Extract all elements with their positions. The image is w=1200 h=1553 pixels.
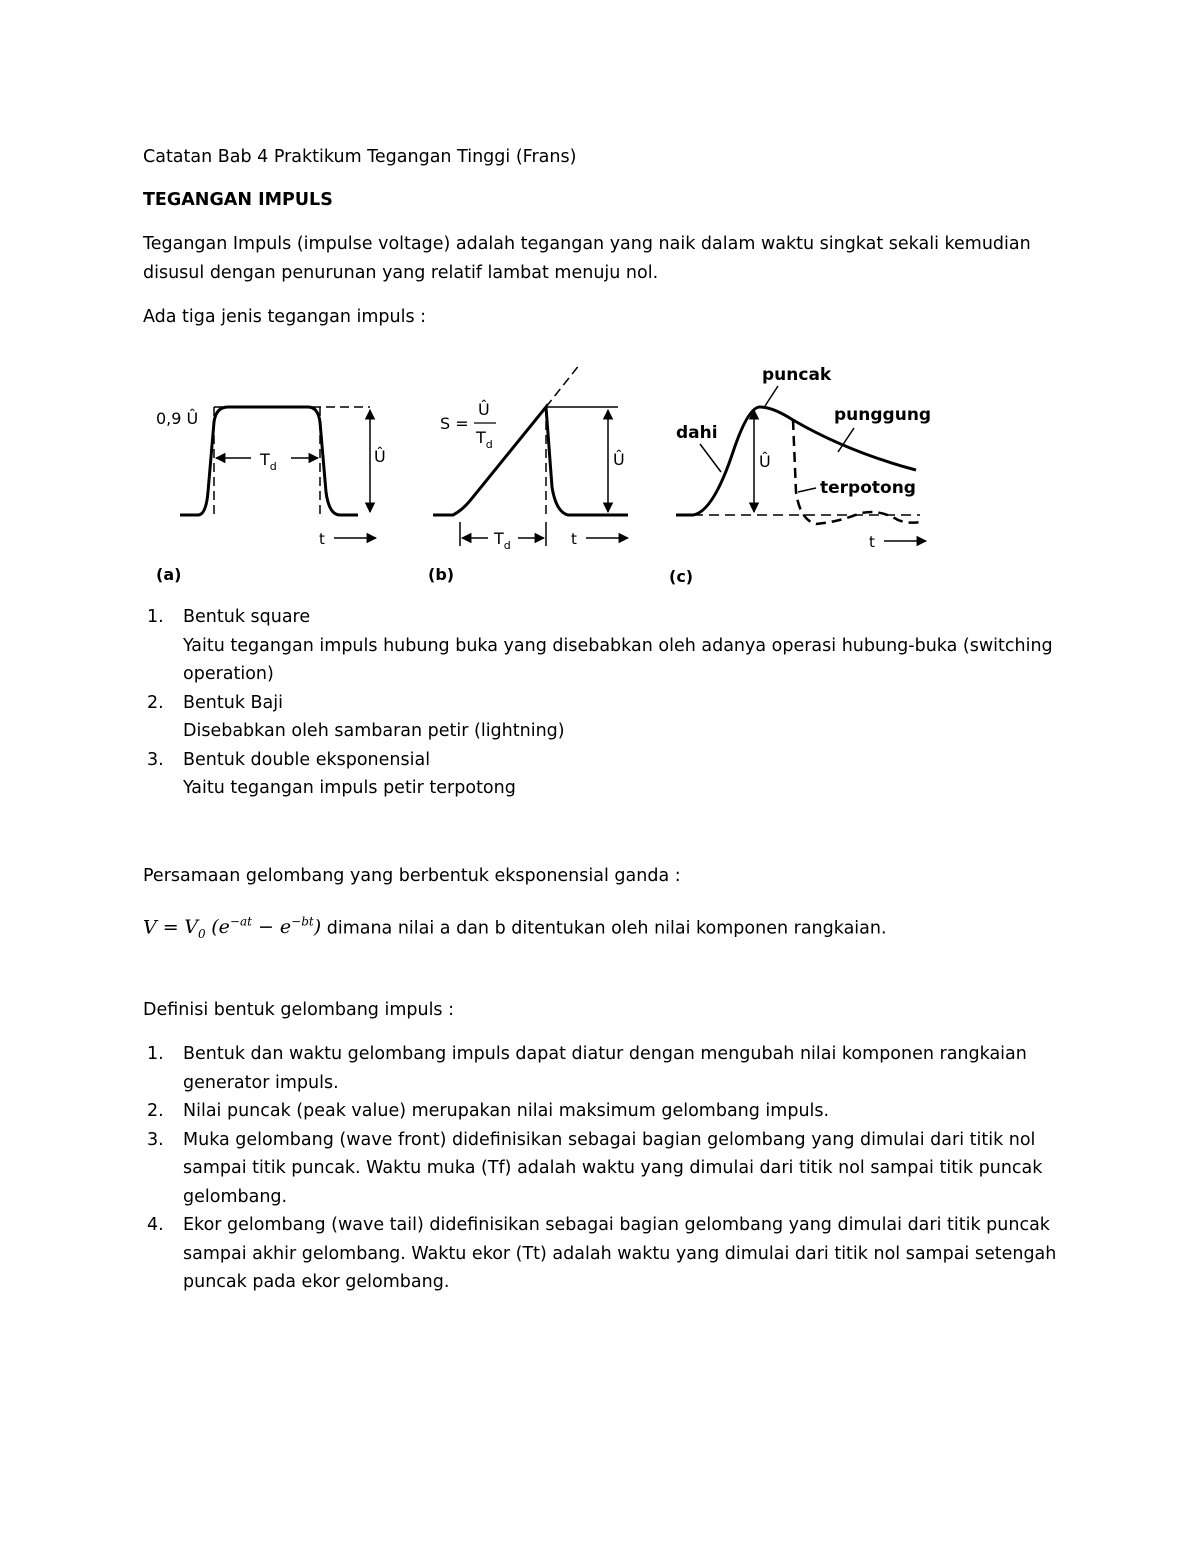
list-line: sampai titik puncak. Waktu muka (Tf) adalah waktu yang dimulai dari titik nol sampai titik puncak — [183, 1158, 1043, 1178]
equation-v0: $V_0$ — [184, 916, 206, 942]
td-label: $T_d$ — [494, 529, 511, 552]
list-item — [143, 1040, 1056, 1097]
t-label: t — [319, 530, 325, 548]
td-label: $T_d$ — [260, 450, 277, 473]
list-line: operation) — [183, 664, 274, 684]
list-number: 1. — [147, 1044, 164, 1064]
list-item — [143, 746, 1053, 803]
slope-denominator: $T_d$ — [476, 428, 493, 451]
front-label: dahi — [676, 423, 718, 443]
cut-label: terpotong — [820, 478, 916, 498]
tail-label: punggung — [834, 405, 932, 425]
cut-pointer — [798, 488, 816, 492]
types-heading: Ada tiga jenis tegangan impuls : — [143, 307, 427, 327]
front-pointer — [700, 444, 721, 472]
equation-heading: Persamaan gelombang yang berbentuk eksponensial ganda : — [143, 866, 681, 886]
list-number: 3. — [147, 749, 164, 770]
slope-label: S = — [440, 414, 469, 433]
list-line: Yaitu tegangan impuls hubung buka yang disebabkan oleh adanya operasi hubung-buka (switching — [183, 635, 1053, 656]
amplitude-label: Û — [759, 452, 771, 471]
list-item — [143, 1097, 1056, 1126]
list-number: 2. — [147, 692, 164, 713]
list-line: sampai akhir gelombang. Waktu ekor (Tt) adalah waktu yang dimulai dari titik nol sampai setengah — [183, 1243, 1057, 1264]
list-number: 3. — [147, 1129, 164, 1150]
types-list — [143, 603, 1053, 803]
list-line: Bentuk square — [183, 607, 311, 627]
list-item — [143, 1126, 1056, 1212]
intro-line-2: disusul dengan penurunan yang relatif lambat menuju nol. — [143, 263, 659, 283]
chopped-dashed-curve — [793, 420, 920, 524]
list-line: Muka gelombang (wave front) didefinisikan sebagai bagian gelombang yang dimulai dari titik nol — [183, 1129, 1036, 1150]
list-line: Nilai puncak (peak value) merupakan nilai maksimum gelombang impuls. — [183, 1101, 830, 1121]
t-label: t — [869, 533, 875, 551]
document-title: Catatan Bab 4 Praktikum Tegangan Tinggi (Frans) — [143, 147, 577, 167]
list-line: puncak pada ekor gelombang. — [183, 1272, 450, 1292]
equation-description: dimana nilai a dan b ditentukan oleh nilai komponen rangkaian. — [321, 918, 887, 939]
list-line: Ekor gelombang (wave tail) didefinisikan sebagai bagian gelombang yang dimulai dari titik puncak — [183, 1215, 1050, 1235]
caption-b: (b) — [428, 565, 455, 584]
list-item — [143, 689, 1053, 746]
equation-lhs: V = — [143, 916, 179, 939]
list-line: Bentuk Baji — [183, 692, 283, 713]
caption-c: (c) — [669, 567, 694, 586]
extension-dashed-line — [546, 364, 580, 407]
list-number: 4. — [147, 1215, 164, 1235]
slope-numerator: Û — [478, 400, 490, 419]
list-line: Disebabkan oleh sambaran petir (lightning) — [183, 721, 565, 741]
section-title: TEGANGAN IMPULS — [143, 190, 333, 210]
waveform-a-square — [156, 407, 386, 584]
waveform-c-double-exponential — [669, 365, 931, 586]
intro-line-1: Tegangan Impuls (impulse voltage) adalah tegangan yang naik dalam waktu singkat sekali kemudian — [143, 234, 1031, 254]
definitions-list — [143, 1040, 1056, 1297]
level-label: 0,9 Û — [156, 409, 199, 428]
list-number: 2. — [147, 1101, 164, 1121]
list-number: 1. — [147, 607, 164, 627]
amplitude-label: Û — [374, 447, 386, 466]
caption-a: (a) — [156, 565, 182, 584]
impulse-waveform-figure — [148, 352, 948, 602]
t-label: t — [571, 530, 577, 548]
peak-pointer — [765, 386, 778, 406]
impulse-waveform-svg — [148, 352, 948, 602]
equation-term-1: $(e^{-at} - e^{-bt})$ — [211, 915, 322, 939]
double-exponential-equation — [143, 907, 887, 949]
list-item — [143, 1211, 1056, 1297]
list-item — [143, 603, 1053, 689]
list-line: gelombang. — [183, 1186, 288, 1207]
waveform-b-wedge — [428, 364, 628, 584]
peak-label: puncak — [762, 365, 832, 385]
list-line: generator impuls. — [183, 1072, 339, 1093]
definition-heading: Definisi bentuk gelombang impuls : — [143, 1000, 455, 1020]
amplitude-label: Û — [613, 450, 625, 469]
list-line: Yaitu tegangan impuls petir terpotong — [183, 778, 516, 798]
list-line: Bentuk dan waktu gelombang impuls dapat diatur dengan mengubah nilai komponen rangkaian — [183, 1044, 1027, 1064]
list-line: Bentuk double eksponensial — [183, 749, 431, 770]
